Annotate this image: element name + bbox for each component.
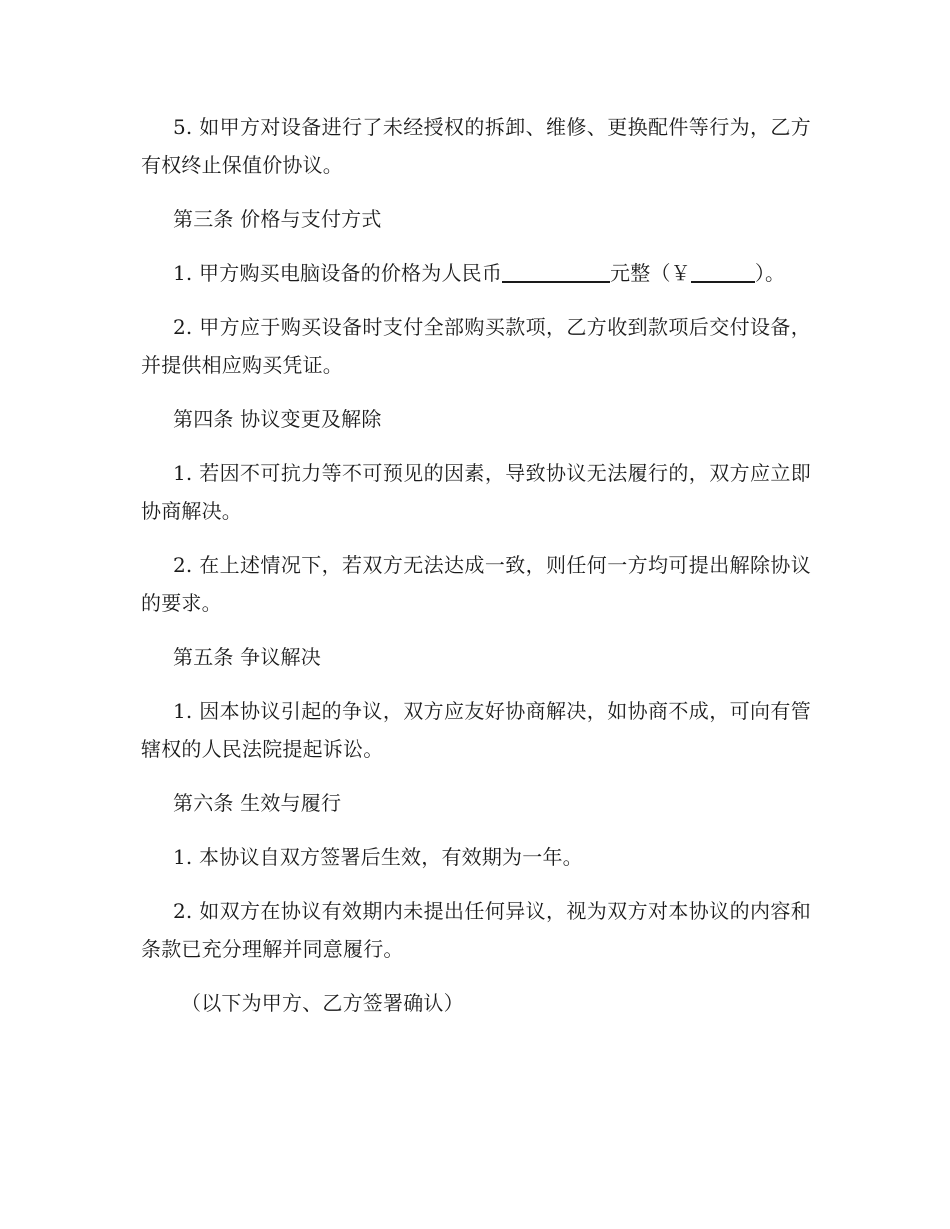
clause-5-item-1: 1. 因本协议引起的争议，双方应友好协商解决，如协商不成，可向有管辖权的人民法院提起诉讼。 [141, 699, 811, 761]
document-body [141, 108, 811, 1038]
article-4-heading: 第四条 协议变更及解除 [173, 407, 382, 431]
clause-4-item-1: 1. 若因不可抗力等不可预见的因素，导致协议无法履行的，双方应立即协商解决。 [141, 461, 811, 523]
clause-6-item-2: 2. 如双方在协议有效期内未提出任何异议，视为双方对本协议的内容和条款已充分理解并同意履行。 [141, 899, 811, 961]
clause-3-item-2: 2. 甲方应于购买设备时支付全部购买款项，乙方收到款项后交付设备，并提供相应购买凭证。 [141, 315, 811, 377]
price-text-suffix: ）。 [754, 261, 786, 285]
price-amount-blank [502, 257, 610, 283]
clause-3-item-1 [141, 254, 811, 292]
clause-6-item-1: 1. 本协议自双方签署后生效，有效期为一年。 [173, 845, 583, 869]
price-figure-blank [691, 257, 755, 283]
article-5-heading: 第五条 争议解决 [173, 645, 321, 669]
price-text-middle: 元整（￥ [610, 261, 691, 285]
article-6-heading: 第六条 生效与履行 [173, 791, 342, 815]
clause-4-item-2: 2. 在上述情况下，若双方无法达成一致，则任何一方均可提出解除协议的要求。 [141, 553, 811, 615]
clause-2-item-5: 5. 如甲方对设备进行了未经授权的拆卸、维修、更换配件等行为，乙方有权终止保值价协议。 [141, 115, 811, 177]
price-text-prefix: 1. 甲方购买电脑设备的价格为人民币 [173, 261, 503, 285]
signature-note: （以下为甲方、乙方签署确认） [181, 991, 464, 1015]
article-3-heading: 第三条 价格与支付方式 [173, 207, 382, 231]
